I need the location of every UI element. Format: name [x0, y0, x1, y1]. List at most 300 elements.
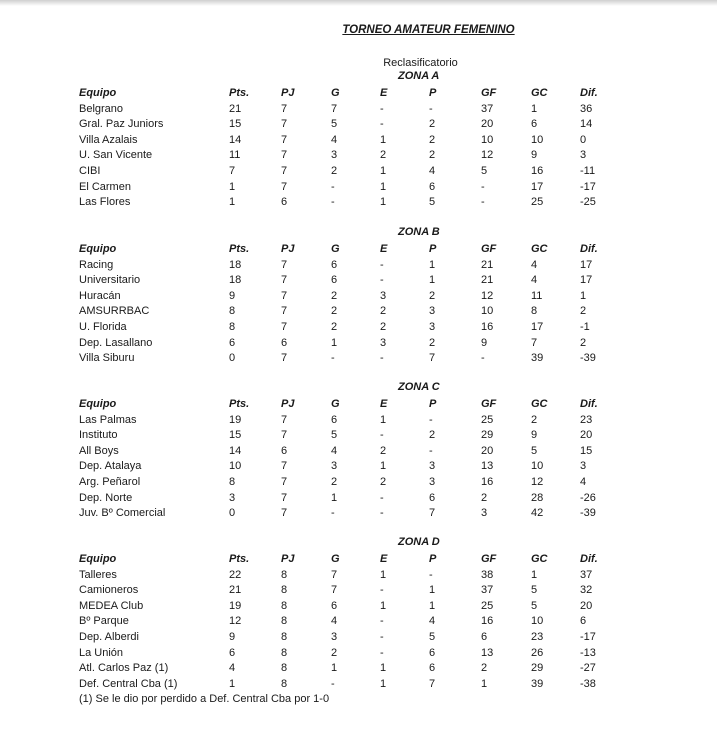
cell-gc: 26 [531, 646, 544, 659]
cell-dif: 17 [580, 274, 593, 287]
cell-pj: 7 [281, 165, 288, 177]
cell-e: - [380, 352, 384, 365]
cell-pts: 12 [229, 615, 242, 628]
column-header-gc: GC [531, 398, 548, 410]
cell-p: 2 [429, 429, 436, 442]
cell-e: 1 [380, 662, 387, 675]
cell-gc: 8 [531, 305, 538, 318]
cell-gf: 5 [481, 165, 488, 177]
column-header-team: Equipo [79, 553, 117, 565]
cell-g: 1 [331, 662, 338, 675]
table-row [0, 304, 717, 319]
cell-dif: -11 [580, 165, 596, 177]
cell-team: Arg. Peñarol [79, 476, 141, 488]
cell-pts: 8 [229, 476, 236, 488]
cell-dif: 2 [580, 336, 587, 349]
table-row [0, 646, 717, 661]
cell-g: 7 [331, 568, 338, 581]
cell-g: 6 [331, 413, 338, 426]
cell-pj: 8 [281, 599, 288, 612]
column-header-e: E [380, 398, 388, 410]
cell-p: 1 [429, 584, 436, 597]
cell-pj: 7 [281, 274, 288, 287]
cell-pj: 7 [281, 413, 288, 426]
cell-p: 7 [429, 507, 436, 520]
cell-e: 1 [380, 133, 387, 146]
cell-gc: 1 [531, 102, 538, 115]
cell-pts: 7 [229, 165, 236, 177]
cell-gc: 16 [531, 165, 544, 177]
cell-gc: 23 [531, 631, 544, 643]
cell-e: 1 [380, 413, 387, 426]
cell-g: - [331, 507, 335, 520]
cell-p: 7 [429, 352, 436, 365]
cell-gc: 4 [531, 258, 538, 271]
page-subtitle: Reclasificatorio [383, 57, 458, 69]
column-header-p: P [429, 398, 437, 410]
cell-gc: 5 [531, 444, 538, 457]
cell-pj: 8 [281, 615, 288, 628]
cell-p: 2 [429, 336, 436, 349]
column-header-dif: Dif. [580, 87, 598, 99]
cell-dif: 3 [580, 149, 587, 162]
cell-gf: 20 [481, 118, 494, 131]
cell-gc: 28 [531, 491, 544, 504]
cell-dif: 14 [580, 118, 593, 131]
cell-g: - [331, 196, 335, 209]
cell-pts: 21 [229, 102, 242, 115]
cell-pts: 9 [229, 631, 236, 643]
cell-gf: 3 [481, 507, 488, 520]
cell-pts: 19 [229, 413, 242, 426]
cell-dif: -25 [580, 196, 596, 209]
cell-g: 5 [331, 118, 338, 131]
cell-g: 7 [331, 584, 338, 597]
table-row [0, 661, 717, 676]
cell-gf: 25 [481, 413, 494, 426]
cell-pj: 7 [281, 507, 288, 520]
cell-p: 1 [429, 274, 436, 287]
cell-pj: 7 [281, 460, 288, 473]
column-header-gf: GF [481, 553, 497, 565]
cell-pj: 7 [281, 149, 288, 162]
cell-g: 4 [331, 444, 338, 457]
cell-e: - [380, 631, 384, 643]
table-row [0, 320, 717, 335]
cell-pts: 15 [229, 118, 242, 131]
cell-pts: 0 [229, 507, 236, 520]
column-header-team: Equipo [79, 243, 117, 255]
table-header [0, 552, 717, 567]
cell-gf: 21 [481, 274, 494, 287]
table-row [0, 630, 717, 645]
cell-g: - [331, 352, 335, 365]
cell-gf: 9 [481, 336, 488, 349]
cell-team: Villa Siburu [79, 352, 135, 365]
cell-dif: -17 [580, 180, 596, 193]
cell-pj: 8 [281, 677, 288, 690]
cell-e: - [380, 102, 384, 115]
cell-gc: 29 [531, 662, 544, 675]
cell-gf: 10 [481, 133, 494, 146]
cell-pts: 8 [229, 305, 236, 318]
cell-gf: 13 [481, 646, 494, 659]
cell-pts: 14 [229, 444, 242, 457]
column-header-gf: GF [481, 243, 497, 255]
table-row [0, 506, 717, 521]
column-header-gf: GF [481, 398, 497, 410]
cell-gc: 2 [531, 413, 538, 426]
cell-p: 4 [429, 165, 436, 177]
column-header-g: G [331, 243, 340, 255]
table-row [0, 599, 717, 614]
cell-gf: 37 [481, 102, 494, 115]
cell-p: - [429, 444, 433, 457]
cell-g: 7 [331, 102, 338, 115]
cell-gc: 42 [531, 507, 544, 520]
zone-label: ZONA A [398, 70, 440, 82]
cell-pj: 8 [281, 646, 288, 659]
column-header-p: P [429, 243, 437, 255]
cell-dif: 23 [580, 413, 593, 426]
cell-p: 1 [429, 258, 436, 271]
cell-dif: -26 [580, 491, 596, 504]
cell-dif: 17 [580, 258, 593, 271]
table-header [0, 242, 717, 257]
table-row [0, 133, 717, 148]
cell-team: U. San Vicente [79, 149, 153, 162]
cell-gf: 37 [481, 584, 494, 597]
cell-p: 1 [429, 599, 436, 612]
cell-team: MEDEA Club [79, 599, 144, 612]
cell-pts: 11 [229, 149, 241, 162]
table-row [0, 273, 717, 288]
table-row [0, 475, 717, 490]
cell-pts: 18 [229, 258, 242, 271]
table-row [0, 289, 717, 304]
cell-pts: 6 [229, 646, 236, 659]
cell-dif: -27 [580, 662, 596, 675]
cell-pts: 3 [229, 491, 236, 504]
cell-pj: 7 [281, 118, 288, 131]
table-row [0, 102, 717, 117]
cell-pj: 7 [281, 321, 288, 333]
cell-pts: 9 [229, 289, 236, 302]
cell-p: 3 [429, 460, 436, 473]
cell-team: Las Flores [79, 196, 131, 209]
cell-p: 3 [429, 321, 436, 333]
column-header-dif: Dif. [580, 553, 598, 565]
cell-dif: 1 [580, 289, 587, 302]
cell-p: - [429, 102, 433, 115]
table-header [0, 397, 717, 412]
cell-p: 3 [429, 305, 436, 318]
column-header-e: E [380, 553, 388, 565]
column-header-p: P [429, 87, 437, 99]
table-row [0, 336, 717, 351]
cell-gf: 25 [481, 599, 494, 612]
cell-team: Def. Central Cba (1) [79, 677, 178, 690]
column-header-gc: GC [531, 553, 548, 565]
cell-pts: 14 [229, 133, 242, 146]
cell-gf: 12 [481, 289, 494, 302]
cell-pj: 6 [281, 196, 288, 209]
cell-dif: -39 [580, 507, 596, 520]
cell-e: 1 [380, 180, 387, 193]
cell-pj: 7 [281, 476, 288, 488]
table-row [0, 491, 717, 506]
column-header-gf: GF [481, 87, 497, 99]
column-header-pj: PJ [281, 553, 295, 565]
cell-team: Villa Azalais [79, 133, 138, 146]
cell-gc: 4 [531, 274, 538, 287]
cell-pj: 8 [281, 662, 288, 675]
cell-team: Bº Parque [79, 615, 129, 628]
cell-dif: -1 [580, 321, 590, 333]
column-header-g: G [331, 87, 340, 99]
table-header [0, 86, 717, 101]
cell-gf: - [481, 196, 485, 209]
column-header-gc: GC [531, 243, 548, 255]
cell-e: 1 [380, 677, 387, 690]
zone-label: ZONA C [398, 381, 440, 393]
cell-pj: 7 [281, 133, 288, 146]
cell-pj: 7 [281, 305, 288, 318]
cell-e: - [380, 274, 384, 287]
cell-team: La Unión [79, 646, 124, 659]
cell-gf: 21 [481, 258, 494, 271]
cell-dif: 3 [580, 460, 587, 473]
table-row [0, 677, 717, 692]
table-row [0, 117, 717, 132]
cell-pts: 0 [229, 352, 236, 365]
cell-pts: 19 [229, 599, 242, 612]
cell-e: 2 [380, 149, 387, 162]
table-row [0, 583, 717, 598]
cell-pts: 1 [229, 180, 236, 193]
cell-e: 2 [380, 305, 387, 318]
page-title: TORNEO AMATEUR FEMENINO [342, 24, 515, 36]
cell-e: 2 [380, 476, 387, 488]
cell-pts: 18 [229, 274, 242, 287]
cell-g: 1 [331, 491, 338, 504]
cell-gc: 7 [531, 336, 538, 349]
cell-e: - [380, 118, 384, 131]
cell-dif: 4 [580, 476, 587, 488]
cell-team: Talleres [79, 568, 117, 581]
cell-gf: 16 [481, 615, 494, 628]
cell-pj: 8 [281, 568, 288, 581]
cell-e: - [380, 615, 384, 628]
table-row [0, 444, 717, 459]
cell-g: 4 [331, 615, 338, 628]
cell-pj: 7 [281, 289, 288, 302]
footnote: (1) Se le dio por perdido a Def. Central Cba por 1-0 [79, 693, 330, 705]
zone-label: ZONA B [398, 226, 440, 238]
cell-gf: 6 [481, 631, 488, 643]
cell-e: - [380, 429, 384, 442]
cell-gc: 25 [531, 196, 544, 209]
column-header-e: E [380, 243, 388, 255]
table-row [0, 614, 717, 629]
cell-gc: 9 [531, 149, 538, 162]
cell-gc: 9 [531, 429, 538, 442]
cell-p: - [429, 413, 433, 426]
column-header-pj: PJ [281, 87, 295, 99]
cell-p: 2 [429, 289, 436, 302]
cell-team: Huracán [79, 289, 121, 302]
cell-g: - [331, 180, 335, 193]
column-header-team: Equipo [79, 87, 117, 99]
cell-g: 2 [331, 321, 338, 333]
cell-gc: 10 [531, 133, 544, 146]
table-row [0, 428, 717, 443]
cell-gf: 29 [481, 429, 494, 442]
cell-e: - [380, 491, 384, 504]
cell-e: 3 [380, 336, 387, 349]
cell-pts: 4 [229, 662, 236, 675]
cell-gc: 12 [531, 476, 544, 488]
cell-gc: 39 [531, 352, 544, 365]
cell-p: 6 [429, 646, 436, 659]
cell-e: 2 [380, 321, 387, 333]
cell-g: 2 [331, 476, 338, 488]
cell-gf: 38 [481, 568, 494, 581]
cell-p: 6 [429, 491, 436, 504]
column-header-team: Equipo [79, 398, 117, 410]
column-header-pts: Pts. [229, 87, 250, 99]
cell-dif: -39 [580, 352, 596, 365]
cell-gc: 17 [531, 180, 544, 193]
cell-team: Atl. Carlos Paz (1) [79, 662, 169, 675]
cell-pts: 1 [229, 196, 236, 209]
cell-p: 6 [429, 180, 436, 193]
cell-pj: 7 [281, 352, 288, 365]
cell-gf: 16 [481, 476, 494, 488]
cell-g: 2 [331, 305, 338, 318]
cell-team: CIBI [79, 165, 101, 177]
table-row [0, 258, 717, 273]
cell-gf: 20 [481, 444, 494, 457]
column-header-g: G [331, 398, 340, 410]
cell-pts: 10 [229, 460, 242, 473]
cell-g: 6 [331, 274, 338, 287]
cell-g: 1 [331, 336, 338, 349]
cell-pj: 7 [281, 102, 288, 115]
column-header-pj: PJ [281, 243, 295, 255]
cell-team: Belgrano [79, 102, 124, 115]
cell-pj: 6 [281, 336, 288, 349]
cell-g: 5 [331, 429, 338, 442]
cell-dif: 20 [580, 429, 593, 442]
cell-gc: 1 [531, 568, 538, 581]
cell-gf: 2 [481, 662, 488, 675]
cell-team: Dep. Alberdi [79, 631, 139, 643]
page-top-shadow [0, 0, 717, 6]
cell-gf: 13 [481, 460, 494, 473]
cell-team: Las Palmas [79, 413, 137, 426]
cell-e: 3 [380, 289, 387, 302]
cell-team: AMSURRBAC [79, 305, 150, 318]
cell-gc: 39 [531, 677, 544, 690]
cell-g: 2 [331, 646, 338, 659]
cell-team: Gral. Paz Juniors [79, 118, 164, 131]
cell-gc: 6 [531, 118, 538, 131]
table-row [0, 568, 717, 583]
cell-pts: 6 [229, 336, 236, 349]
cell-pj: 7 [281, 429, 288, 442]
cell-gc: 10 [531, 460, 544, 473]
cell-g: 6 [331, 599, 338, 612]
cell-dif: -38 [580, 677, 596, 690]
cell-g: 3 [331, 631, 338, 643]
cell-e: 1 [380, 460, 387, 473]
table-row [0, 148, 717, 163]
cell-gf: 1 [481, 677, 488, 690]
cell-pj: 7 [281, 491, 288, 504]
cell-pj: 6 [281, 444, 288, 457]
cell-dif: 37 [580, 568, 593, 581]
cell-p: 2 [429, 149, 436, 162]
cell-team: All Boys [79, 444, 119, 457]
cell-team: Juv. Bº Comercial [79, 507, 166, 520]
cell-g: 6 [331, 258, 338, 271]
column-header-g: G [331, 553, 340, 565]
cell-gc: 5 [531, 584, 538, 597]
cell-gc: 10 [531, 615, 544, 628]
column-header-pts: Pts. [229, 553, 250, 565]
cell-p: 5 [429, 196, 436, 209]
cell-p: 2 [429, 118, 436, 131]
zone-label: ZONA D [398, 536, 440, 548]
table-row [0, 351, 717, 366]
table-row [0, 459, 717, 474]
cell-e: 1 [380, 568, 387, 581]
column-header-dif: Dif. [580, 243, 598, 255]
cell-p: - [429, 568, 433, 581]
cell-e: 2 [380, 444, 387, 457]
cell-pj: 8 [281, 631, 288, 643]
cell-dif: 15 [580, 444, 593, 457]
cell-team: Universitario [79, 274, 141, 287]
cell-team: Racing [79, 258, 114, 271]
cell-team: Instituto [79, 429, 118, 442]
cell-gf: - [481, 180, 485, 193]
cell-dif: -13 [580, 646, 596, 659]
cell-p: 3 [429, 476, 436, 488]
cell-e: - [380, 507, 384, 520]
cell-p: 4 [429, 615, 436, 628]
cell-gc: 11 [531, 289, 543, 302]
cell-e: 1 [380, 165, 387, 177]
column-header-dif: Dif. [580, 398, 598, 410]
cell-gf: 2 [481, 491, 488, 504]
cell-p: 6 [429, 662, 436, 675]
cell-team: El Carmen [79, 180, 131, 193]
cell-pj: 7 [281, 258, 288, 271]
cell-p: 2 [429, 133, 436, 146]
cell-dif: 32 [580, 584, 593, 597]
cell-gc: 17 [531, 321, 544, 333]
column-header-e: E [380, 87, 388, 99]
cell-dif: -17 [580, 631, 596, 643]
cell-team: Dep. Lasallano [79, 336, 153, 349]
cell-pts: 15 [229, 429, 242, 442]
cell-dif: 36 [580, 102, 593, 115]
cell-gf: 16 [481, 321, 494, 333]
cell-dif: 2 [580, 305, 587, 318]
column-header-pts: Pts. [229, 398, 250, 410]
